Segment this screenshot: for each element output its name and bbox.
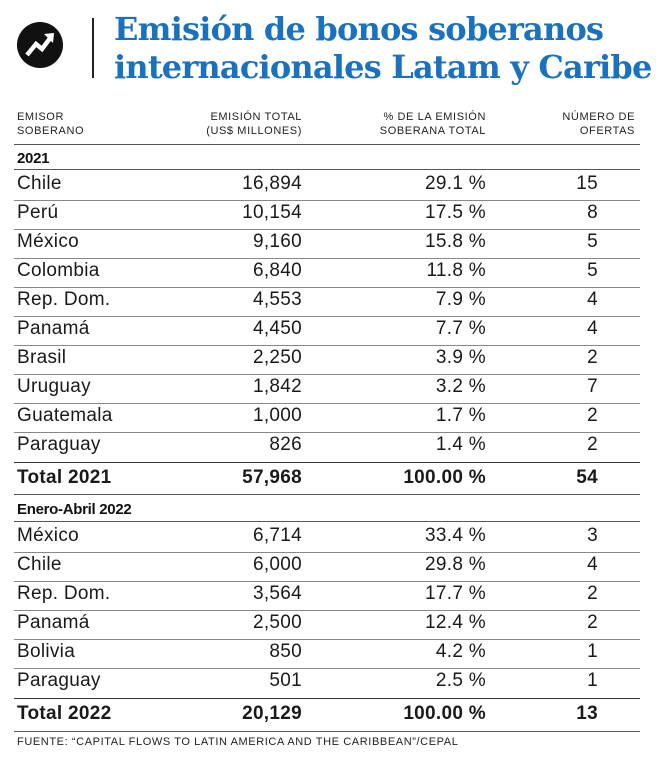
percent-cell: 11.8 % (426, 260, 486, 281)
total-row (0, 465, 663, 494)
percent-cell: 3.9 % (435, 347, 486, 368)
column-header-issuer: EMISOR SOBERANO (17, 111, 85, 137)
amount-cell: 1,842 (252, 376, 302, 397)
header-divider (92, 18, 94, 78)
amount-cell: 6,840 (252, 260, 302, 281)
table-row (0, 523, 663, 552)
amount-cell: 3,564 (252, 583, 302, 604)
percent-cell: 17.7 % (425, 583, 486, 604)
section-label-2021: 2021 (17, 150, 50, 167)
percent-cell: 1.7 % (435, 405, 486, 426)
percent-cell: 3.2 % (435, 376, 486, 397)
table-row (0, 432, 663, 461)
table-row (0, 374, 663, 403)
column-header-percent: % DE LA EMISIÓN SOBERANA TOTAL (379, 111, 486, 137)
issuer-cell: Bolivia (17, 641, 76, 662)
offers-cell: 2 (587, 583, 598, 604)
table-row (0, 258, 663, 287)
offers-cell: 5 (587, 260, 598, 281)
percent-cell: 2.5 % (435, 670, 486, 691)
issuer-cell: Chile (17, 554, 62, 575)
table-row (0, 229, 663, 258)
offers-cell: 2 (587, 347, 598, 368)
source-note: FUENTE: “CAPITAL FLOWS TO LATIN AMERICA AND THE CARIBBEAN”/CEPAL (17, 736, 459, 748)
percent-cell: 1.4 % (435, 434, 486, 455)
offers-cell: 2 (587, 612, 598, 633)
table-row (0, 610, 663, 639)
total-offers: 54 (576, 467, 598, 488)
issuer-cell: Guatemala (17, 405, 113, 426)
issuer-cell: Perú (17, 202, 59, 223)
amount-cell: 2,500 (252, 612, 302, 633)
column-header-amount: EMISIÓN TOTAL (US$ MILLONES) (206, 111, 302, 137)
offers-cell: 1 (587, 670, 598, 691)
table-row (0, 581, 663, 610)
percent-cell: 33.4 % (425, 525, 486, 546)
total-label: Total 2021 (17, 467, 112, 488)
section-rule (14, 494, 640, 495)
offers-cell: 4 (587, 289, 598, 310)
offers-cell: 3 (587, 525, 598, 546)
percent-cell: 12.4 % (425, 612, 486, 633)
issuer-cell: Paraguay (17, 434, 101, 455)
table-row (0, 403, 663, 432)
total-percent: 100.00 % (403, 467, 486, 488)
issuer-cell: Chile (17, 173, 62, 194)
total-row (0, 701, 663, 730)
offers-cell: 4 (587, 318, 598, 339)
percent-cell: 29.1 % (425, 173, 486, 194)
offers-cell: 5 (587, 231, 598, 252)
offers-cell: 2 (587, 405, 598, 426)
section-label-2022: Enero-Abril 2022 (17, 501, 132, 518)
offers-cell: 7 (587, 376, 598, 397)
amount-cell: 10,154 (242, 202, 302, 223)
amount-cell: 1,000 (252, 405, 302, 426)
issuer-cell: Uruguay (17, 376, 91, 397)
total-amount: 20,129 (242, 703, 302, 724)
amount-cell: 6,714 (252, 525, 302, 546)
issuer-cell: Paraguay (17, 670, 101, 691)
percent-cell: 15.8 % (425, 231, 486, 252)
header (0, 0, 663, 100)
table-row (0, 668, 663, 697)
percent-cell: 4.2 % (435, 641, 486, 662)
total-label: Total 2022 (17, 703, 112, 724)
percent-cell: 7.9 % (435, 289, 486, 310)
page-title: Emisión de bonos soberanos internacionales Latam y Caribe (114, 10, 652, 86)
percent-cell: 29.8 % (425, 554, 486, 575)
table-row (0, 316, 663, 345)
amount-cell: 4,450 (252, 318, 302, 339)
section-rule (14, 521, 640, 522)
percent-cell: 17.5 % (425, 202, 486, 223)
table-row (0, 345, 663, 374)
amount-cell: 4,553 (252, 289, 302, 310)
amount-cell: 16,894 (242, 173, 302, 194)
issuer-cell: Rep. Dom. (17, 289, 111, 310)
issuer-cell: Colombia (17, 260, 100, 281)
offers-cell: 4 (587, 554, 598, 575)
offers-cell: 15 (576, 173, 598, 194)
issuer-cell: México (17, 525, 79, 546)
table-row (0, 552, 663, 581)
issuer-cell: Brasil (17, 347, 67, 368)
issuer-cell: Rep. Dom. (17, 583, 111, 604)
table-row (0, 287, 663, 316)
trending-up-arrow-icon (17, 22, 63, 68)
amount-cell: 2,250 (252, 347, 302, 368)
issuer-cell: México (17, 231, 79, 252)
issuer-cell: Panamá (17, 318, 90, 339)
amount-cell: 850 (269, 641, 302, 662)
offers-cell: 8 (587, 202, 598, 223)
amount-cell: 826 (269, 434, 302, 455)
table-row (0, 639, 663, 668)
amount-cell: 9,160 (252, 231, 302, 252)
total-percent: 100.00 % (403, 703, 486, 724)
header-rule (14, 144, 640, 145)
total-rule (14, 462, 640, 463)
section-rule (14, 169, 640, 170)
total-offers: 13 (576, 703, 598, 724)
percent-cell: 7.7 % (435, 318, 486, 339)
amount-cell: 501 (269, 670, 302, 691)
total-rule (14, 698, 640, 699)
footer-rule (14, 731, 640, 732)
offers-cell: 1 (587, 641, 598, 662)
table-row (0, 171, 663, 200)
offers-cell: 2 (587, 434, 598, 455)
column-header-offers: NÚMERO DE OFERTAS (562, 111, 635, 137)
amount-cell: 6,000 (252, 554, 302, 575)
issuer-cell: Panamá (17, 612, 90, 633)
table-row (0, 200, 663, 229)
total-amount: 57,968 (242, 467, 302, 488)
